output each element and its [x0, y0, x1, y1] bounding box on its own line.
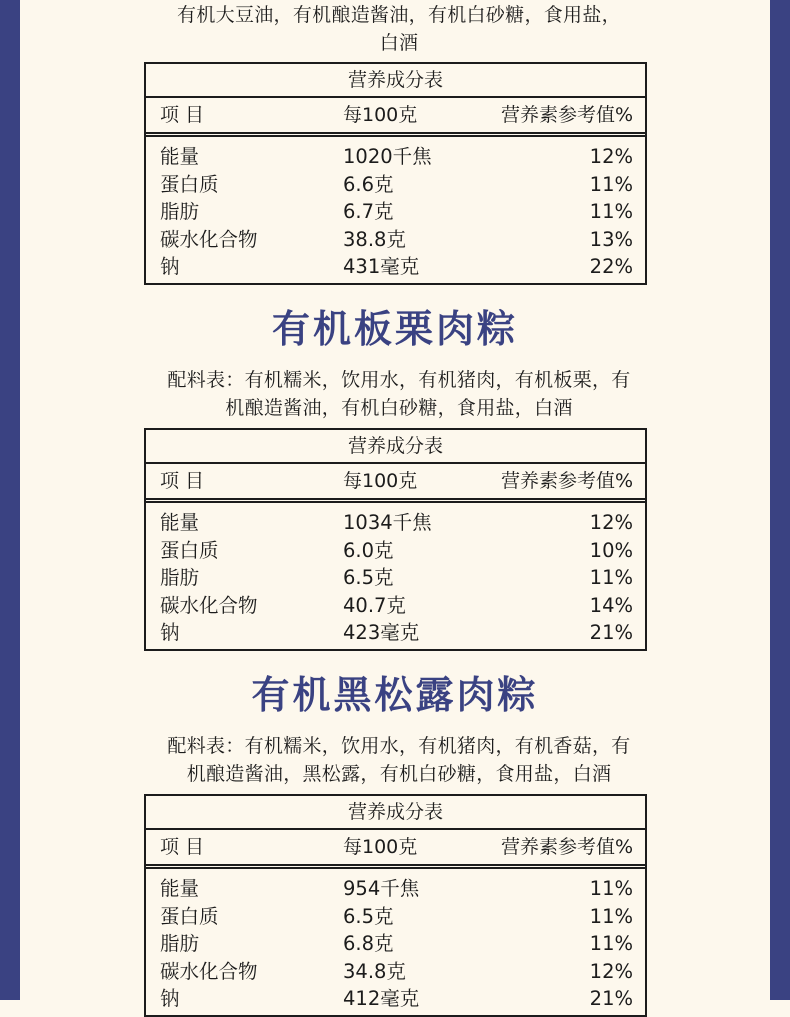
- nutrition-table-header: [146, 98, 645, 137]
- row-name: 蛋白质: [160, 538, 219, 562]
- row-name: 碳水化合物: [160, 959, 258, 983]
- nutrition-table-2: [144, 428, 647, 651]
- table-row: [146, 930, 645, 958]
- row-name: 能量: [160, 877, 200, 900]
- table-row: [146, 564, 645, 592]
- row-nrv: 12%: [589, 511, 633, 534]
- row-name: 能量: [160, 511, 200, 534]
- nutrition-table-body: [146, 869, 645, 1015]
- row-nrv: 14%: [589, 593, 633, 617]
- table-row: [146, 537, 645, 565]
- row-per-100g: 38.8克: [343, 227, 406, 251]
- table-row: [146, 958, 645, 986]
- header-nrv: 营养素参考值%: [500, 104, 633, 126]
- table-row: [146, 509, 645, 537]
- nutrition-table-1: [144, 62, 647, 285]
- row-name: 碳水化合物: [160, 593, 258, 617]
- table-row: [146, 903, 645, 931]
- row-name: 钠: [160, 987, 180, 1011]
- row-per-100g: 1020千焦: [343, 145, 432, 168]
- product-title-truffle: 有机黑松露肉粽: [251, 673, 539, 717]
- row-per-100g: 34.8克: [343, 959, 406, 983]
- row-per-100g: 6.5克: [343, 904, 394, 928]
- row-nrv: 10%: [589, 538, 633, 562]
- nutrition-table-header: [146, 464, 645, 503]
- header-nrv: 营养素参考值%: [500, 470, 633, 492]
- nutrition-table-title: 营养成分表: [146, 64, 645, 98]
- right-frame-border: [770, 0, 790, 1000]
- row-per-100g: 412毫克: [343, 987, 420, 1011]
- row-name: 蛋白质: [160, 172, 219, 196]
- row-per-100g: 40.7克: [343, 593, 406, 617]
- nutrition-table-body: [146, 503, 645, 649]
- header-per-100g: 每100克: [343, 470, 418, 492]
- header-item: 项 目: [160, 836, 205, 858]
- row-nrv: 22%: [589, 255, 633, 279]
- row-nrv: 11%: [589, 904, 633, 928]
- page-content: [20, 0, 770, 1011]
- row-name: 脂肪: [160, 566, 200, 590]
- nutrition-table-title: 营养成分表: [146, 796, 645, 830]
- row-nrv: 12%: [589, 959, 633, 983]
- table-row: [146, 198, 645, 226]
- row-nrv: 12%: [589, 145, 633, 168]
- row-per-100g: 6.0克: [343, 538, 394, 562]
- header-per-100g: 每100克: [343, 104, 418, 126]
- ingredients-line: 机酿造酱油，黑松露，有机白砂糖，食用盐，白酒: [186, 763, 612, 785]
- row-nrv: 11%: [589, 932, 633, 956]
- row-per-100g: 6.6克: [343, 172, 394, 196]
- row-name: 脂肪: [160, 932, 200, 956]
- table-row: [146, 985, 645, 1013]
- table-row: [146, 171, 645, 199]
- row-per-100g: 6.8克: [343, 932, 394, 956]
- ingredients-line: 机酿造酱油，有机白砂糖，食用盐，白酒: [225, 397, 573, 419]
- table-row: [146, 226, 645, 254]
- ingredients-line: 有机大豆油，有机酿造酱油，有机白砂糖，食用盐，: [177, 4, 621, 26]
- header-nrv: 营养素参考值%: [500, 836, 633, 858]
- row-name: 脂肪: [160, 200, 200, 224]
- table-row: [146, 619, 645, 647]
- table-row: [146, 875, 645, 903]
- row-name: 碳水化合物: [160, 227, 258, 251]
- header-per-100g: 每100克: [343, 836, 418, 858]
- product-title-chestnut: 有机板栗肉粽: [271, 307, 518, 351]
- row-nrv: 21%: [589, 987, 633, 1011]
- ingredients-text-2: [144, 366, 654, 422]
- row-nrv: 13%: [589, 227, 633, 251]
- table-row: [146, 253, 645, 281]
- row-name: 钠: [160, 255, 180, 279]
- row-per-100g: 6.5克: [343, 566, 394, 590]
- row-name: 蛋白质: [160, 904, 219, 928]
- row-nrv: 11%: [589, 172, 633, 196]
- nutrition-table-3: [144, 794, 647, 1017]
- row-name: 能量: [160, 145, 200, 168]
- row-per-100g: 6.7克: [343, 200, 394, 224]
- header-item: 项 目: [160, 470, 205, 492]
- row-per-100g: 431毫克: [343, 255, 420, 279]
- table-row: [146, 143, 645, 171]
- header-item: 项 目: [160, 104, 205, 126]
- ingredients-text-3: [144, 732, 654, 788]
- nutrition-table-title: 营养成分表: [146, 430, 645, 464]
- ingredients-line: 配料表：有机糯米，饮用水，有机猪肉，有机板栗，有: [167, 369, 631, 391]
- ingredients-text-1: [144, 1, 654, 57]
- ingredients-line: 配料表：有机糯米，饮用水，有机猪肉，有机香菇，有: [167, 735, 631, 757]
- row-per-100g: 1034千焦: [343, 511, 432, 534]
- nutrition-table-body: [146, 137, 645, 283]
- row-nrv: 21%: [589, 621, 633, 645]
- row-name: 钠: [160, 621, 180, 645]
- ingredients-line: 白酒: [379, 32, 419, 54]
- row-nrv: 11%: [589, 877, 633, 900]
- left-frame-border: [0, 0, 20, 1000]
- row-nrv: 11%: [589, 566, 633, 590]
- table-row: [146, 592, 645, 620]
- nutrition-table-header: [146, 830, 645, 869]
- row-nrv: 11%: [589, 200, 633, 224]
- row-per-100g: 423毫克: [343, 621, 420, 645]
- row-per-100g: 954千焦: [343, 877, 420, 900]
